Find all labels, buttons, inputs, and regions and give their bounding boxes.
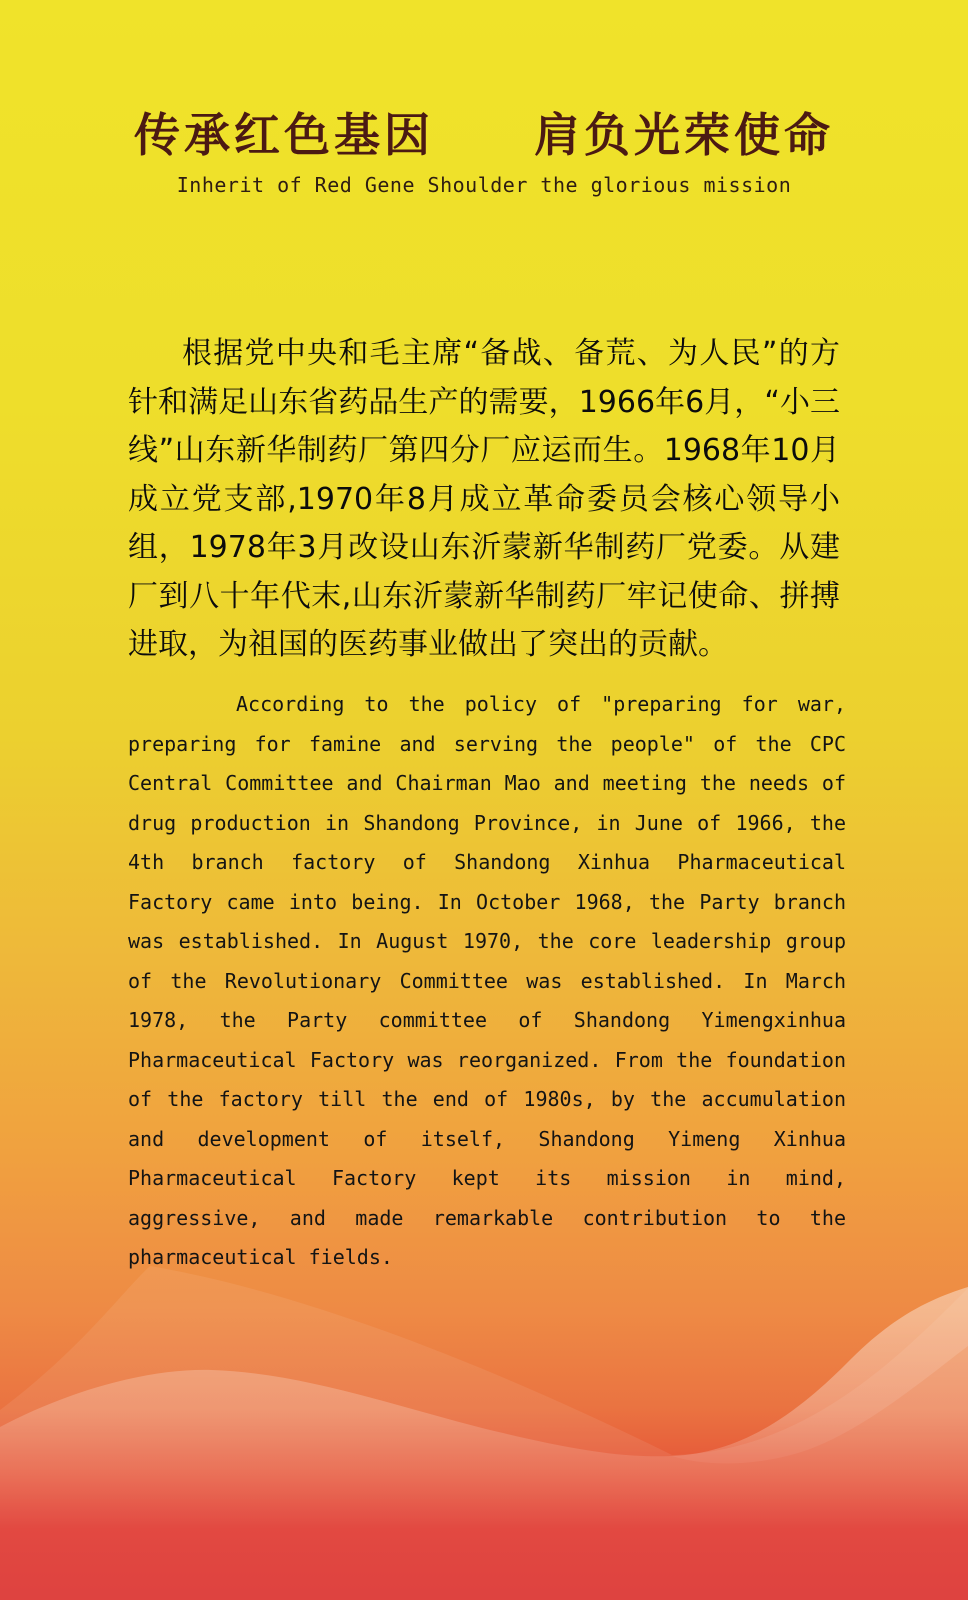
- paragraph-chinese: 根据党中央和毛主席“备战、备荒、为人民”的方针和满足山东省药品生产的需要，1966年6月，“小三线”山东新华制药厂第四分厂应运而生。1968年10月成立党支部,1970年8月成立革命委员会核心领导小组，1978年3月改设山东沂蒙新华制药厂党委。从建厂到八十年代末,山东沂蒙新华制药厂牢记使命、拼搏进取，为祖国的医药事业做出了突出的贡献。: [128, 336, 840, 662]
- page-subtitle: Inherit of Red Gene Shoulder the glorious mission: [176, 173, 792, 197]
- page-title: 传承红色基因 肩负光荣使命: [134, 108, 834, 162]
- paragraph-english: According to the policy of "preparing for war, preparing for famine and serving the people" of the CPC Central Committee and Chairman Mao and meeting the needs of drug production in Shandong Province, in June of 1966, the 4th branch factory of Shandong Xinhua Pharmaceutical Factory came into being. In October 1968, the Party branch was established. In August 1970, the core leadership group of the Revolutionary Committee was established. In March 1978, the Party committee of Shandong Yimengxinhua Pharmaceutical Factory was reorganized. From the foundation of the factory till the end of 1980s, by the accumulation and development of itself, Shandong Yimeng Xinhua Pharmaceutical Factory kept its mission in mind, aggressive, and made remarkable contribution to the pharmaceutical fields.: [128, 692, 846, 1269]
- wave-decoration: [0, 1200, 968, 1600]
